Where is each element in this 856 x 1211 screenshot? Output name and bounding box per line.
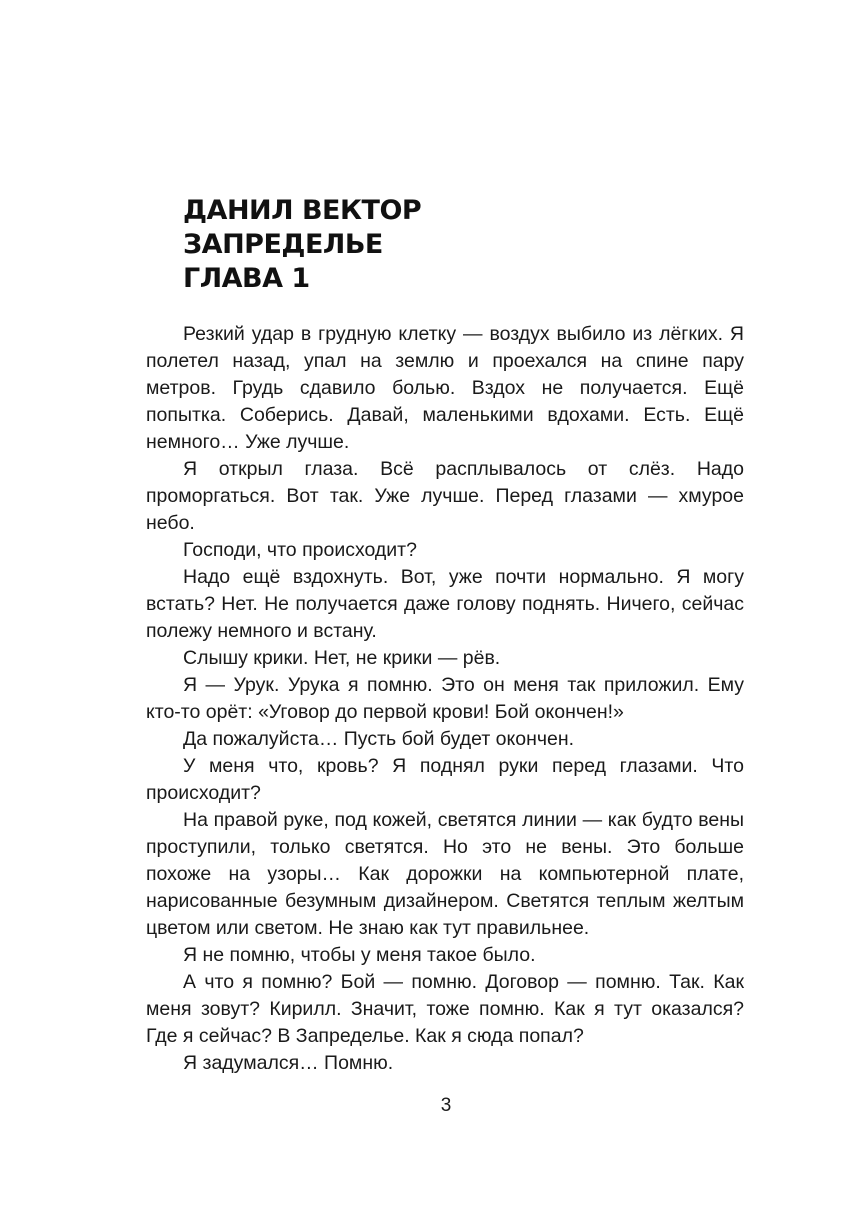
paragraph: У меня что, кровь? Я поднял руки перед глазами. Что происходит?	[146, 755, 744, 804]
page-number: 3	[440, 1095, 452, 1116]
chapter-body	[146, 321, 744, 1077]
book-title: ЗАПРЕДЕЛЬЕ	[183, 229, 383, 260]
chapter-heading	[183, 194, 743, 296]
paragraph: Надо ещё вздохнуть. Вот, уже почти нормально. Я могу встать? Нет. Не получается даже голову поднять. Ничего, сейчас полежу немного и встану.	[146, 566, 744, 642]
paragraph: А что я помню? Бой — помню. Договор — помню. Так. Как меня зовут? Кирилл. Значит, тоже помню. Как я тут оказался? Где я сейчас? В Запределье. Как я сюда попал?	[146, 971, 744, 1047]
paragraph: Я открыл глаза. Всё расплывалось от слёз. Надо проморгаться. Вот так. Уже лучше. Перед глазами — хмурое небо.	[146, 458, 744, 534]
paragraph: Господи, что происходит?	[183, 539, 417, 561]
paragraph: Я задумался… Помню.	[183, 1052, 394, 1074]
chapter-number: ГЛАВА 1	[183, 263, 310, 294]
paragraph: Я — Урук. Урука я помню. Это он меня так приложил. Ему кто-то орёт: «Уговор до первой крови! Бой окончен!»	[146, 674, 744, 723]
paragraph: На правой руке, под кожей, светятся линии — как будто вены проступили, только светятся. Но это не вены. Это больше похоже на узоры… Как дорожки на компьютерной плате, нарисованные безумным дизайнером. Светятся теплым желтым цветом или светом. Не знаю как тут правильнее.	[146, 809, 744, 939]
paragraph: Резкий удар в грудную клетку — воздух выбило из лёгких. Я полетел назад, упал на землю и проехался на спине пару метров. Грудь сдавило болью. Вздох не получается. Ещё попытка. Соберись. Давай, маленькими вдохами. Есть. Ещё немного… Уже лучше.	[146, 323, 744, 453]
paragraph: Слышу крики. Нет, не крики — рёв.	[183, 647, 501, 669]
paragraph: Да пожалуйста… Пусть бой будет окончен.	[183, 728, 575, 750]
author-name: ДАНИЛ ВЕКТОР	[183, 195, 422, 226]
paragraph: Я не помню, чтобы у меня такое было.	[183, 944, 536, 966]
